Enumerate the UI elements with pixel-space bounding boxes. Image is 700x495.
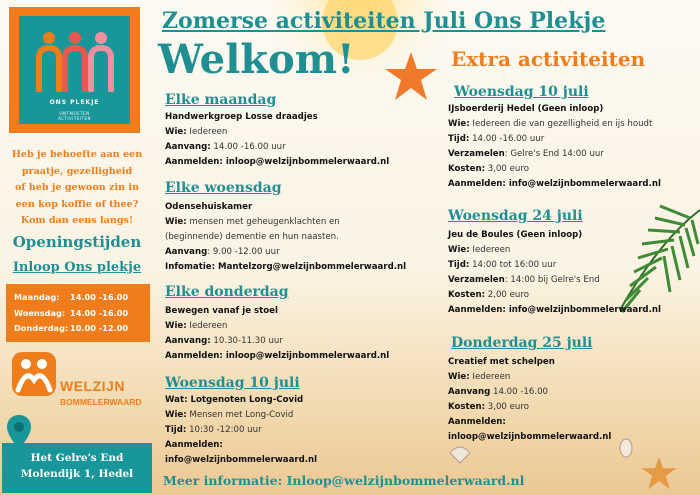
section-body (165, 200, 406, 275)
section-donderdag (165, 284, 389, 364)
section-heading: Woensdag 24 juli (448, 208, 583, 224)
shell-icon (448, 445, 472, 465)
detail-line: Tijd: 10:30 -12:00 uur (165, 425, 262, 435)
section-heading: Woensdag 10 juli (454, 84, 589, 100)
detail-line: Aanvang 14.00 -16.00 (448, 387, 549, 397)
hours-time: 10.00 -12.00 (70, 323, 129, 333)
hours-day: Maandag: (14, 292, 60, 302)
hours-box (6, 284, 150, 342)
extra-heading: Extra activiteiten (451, 47, 646, 71)
section-heading: Elke woensdag (165, 180, 282, 196)
detail-line: Infomatie: Mantelzorg@welzijnbommelerwaard.nl (165, 262, 407, 272)
detail-line: Verzamelen: Gelre's End 14:00 uur (448, 149, 604, 159)
logo-subtitle-2: ACTIVITEITEN (57, 116, 92, 121)
logo-title: ONS PLEKJE (49, 99, 100, 106)
section-maandag (165, 92, 389, 170)
section-ijsboerderij (448, 84, 661, 192)
starfish-icon (383, 50, 439, 102)
detail-line: Aanmelden: inloop@welzijnbommelerwaard.nl (165, 157, 390, 167)
detail-line: Kosten: 3,00 euro (448, 402, 529, 412)
hours-row (14, 321, 150, 337)
location-line-1: Het Gelre's End (30, 452, 124, 464)
section-body (165, 110, 389, 170)
intro-line: praatje, gezelligheid (21, 165, 133, 177)
hours-row (14, 306, 150, 322)
detail-line: Tijd: 14.00 -16.00 uur (448, 134, 545, 144)
welcome-heading: Welkom! (158, 36, 355, 83)
brand-name: WELZIJN (60, 378, 125, 394)
shell-icon-2 (618, 438, 634, 458)
hours-time: 14.00 -16.00 (70, 292, 129, 302)
section-jeu-de-boules (448, 208, 661, 318)
detail-line: Tijd: 14:00 tot 16:00 uur (448, 260, 557, 270)
section-heading: Donderdag 25 juli (451, 335, 593, 351)
location-pin-icon (6, 414, 32, 450)
intro-line: Heb je behoefte aan een (11, 149, 143, 160)
intro-text (6, 147, 148, 230)
section-body (448, 102, 661, 192)
section-body (448, 355, 611, 445)
openingstijden-subtitle: Inloop Ons plekje (12, 260, 142, 275)
location-line-2: Molendijk 1, Hedel (20, 468, 134, 480)
logo-subtitle-1: ONTMOETEN (59, 111, 90, 116)
detail-line: Aanmelden: (448, 417, 506, 427)
people-icon (31, 30, 119, 92)
section-woensdag (165, 180, 406, 275)
detail-line: info@welzijnbommelerwaard.nl (165, 455, 318, 465)
detail-line: Aanvang: 9.00 -12.00 uur (165, 247, 280, 257)
detail-line: Kosten: 2,00 euro (448, 290, 529, 300)
section-schelpen (448, 335, 611, 445)
detail-line: inloop@welzijnbommelerwaard.nl (448, 432, 612, 442)
intro-line: Kom dan eens langs! (20, 215, 134, 226)
hours-day: Donderdag: (14, 323, 69, 333)
activity-title: Odensehuiskamer (165, 202, 253, 212)
intro-line: of heb je gewoon zin in (14, 182, 140, 193)
detail-line: Wie: Iedereen (448, 372, 511, 382)
welzijn-logo-icon (10, 350, 58, 398)
starfish-icon-bottom (640, 455, 678, 491)
activity-title: Bewegen vanaf je stoel (165, 306, 278, 316)
more-info: Meer informatie: Inloop@welzijnbommelerwaard.nl (163, 473, 525, 488)
detail-line: Aanvang: 14.00 -16.00 uur (165, 142, 286, 152)
page-title: Zomerse activiteiten Juli Ons Plekje (162, 8, 606, 34)
ons-plekje-logo (9, 7, 140, 133)
detail-line: Wie: Iedereen (448, 245, 511, 255)
detail-line: Aanmelden: inloop@welzijnbommelerwaard.nl (165, 351, 390, 361)
detail-line: Aanmelden: info@welzijnbommelerwaard.nl (448, 305, 661, 315)
activity-title: Handwerkgroep Losse draadjes (165, 112, 318, 122)
section-longcovid (165, 375, 317, 468)
activity-title: IJsboerderij Hedel (Geen inloop) (448, 104, 604, 114)
activity-title: Jeu de Boules (Geen inloop) (448, 230, 583, 240)
detail-line: (beginnende) dementie en hun naasten. (165, 232, 339, 242)
detail-line: Aanmelden: info@welzijnbommelerwaard.nl (448, 179, 661, 189)
section-body (165, 304, 389, 364)
detail-line: Wie: Iedereen (165, 321, 228, 331)
detail-line: Wie: mensen met geheugenklachten en (165, 217, 340, 227)
detail-line: Wie: Iedereen die van gezelligheid en ijs houdt (448, 119, 653, 129)
detail-line: Wie: Mensen met Long-Covid (165, 410, 294, 420)
section-heading: Elke donderdag (165, 284, 289, 300)
logo-subtitle (19, 111, 130, 121)
hours-row (14, 290, 150, 306)
section-heading: Elke maandag (165, 92, 277, 108)
detail-line: Aanmelden: (165, 440, 223, 450)
section-body (448, 228, 661, 318)
hours-day: Woensdag: (14, 307, 66, 318)
detail-line: Kosten: 3,00 euro (448, 164, 529, 174)
activity-title: Creatief met schelpen (448, 357, 555, 367)
location-box (2, 443, 152, 493)
detail-line: Verzamelen: 14:00 bij Gelre's End (448, 275, 600, 285)
section-body (165, 393, 317, 468)
activity-title: Wat: Lotgenoten Long-Covid (165, 395, 304, 405)
hours-time: 14.00 -16.00 (70, 307, 129, 318)
intro-line: een kop koffie of thee? (15, 198, 139, 210)
openingstijden-title: Openingstijden (12, 233, 142, 251)
section-heading: Woensdag 10 juli (165, 375, 300, 391)
brand-sub: BOMMELERWAARD (60, 397, 142, 407)
detail-line: Wie: Iedereen (165, 127, 228, 137)
logo-panel (19, 16, 130, 124)
detail-line: Aanvang: 10.30-11.30 uur (165, 336, 283, 346)
